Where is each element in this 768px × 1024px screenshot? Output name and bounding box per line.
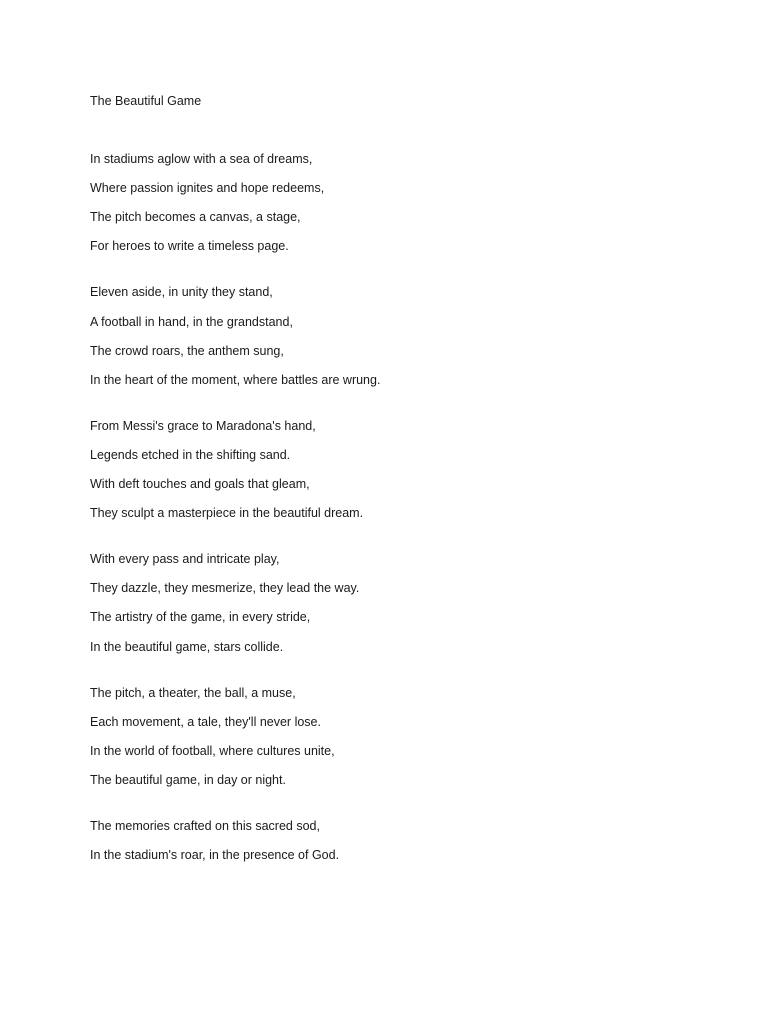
poem-line: The memories crafted on this sacred sod,: [90, 818, 320, 833]
poem-line: With every pass and intricate play,: [90, 552, 280, 567]
stanza-4: [90, 551, 730, 655]
stanza-5: [90, 685, 730, 789]
stanza-1: [90, 151, 730, 255]
poem-line: In the heart of the moment, where battles are wrung.: [90, 372, 381, 387]
poem-line: A football in hand, in the grandstand,: [90, 314, 293, 329]
poem-line: In the stadium's roar, in the presence of God.: [90, 848, 340, 863]
poem-line: Each movement, a tale, they'll never lose.: [90, 714, 321, 729]
stanza-6: [90, 818, 730, 864]
poem-line: In the beautiful game, stars collide.: [90, 639, 284, 654]
poem-line: From Messi's grace to Maradona's hand,: [90, 418, 316, 433]
poem-line: The beautiful game, in day or night.: [90, 772, 286, 787]
poem-line: With deft touches and goals that gleam,: [90, 477, 310, 492]
poem-line: The pitch becomes a canvas, a stage,: [90, 210, 301, 225]
poem-line: In the world of football, where cultures unite,: [90, 743, 335, 758]
poem-line: The crowd roars, the anthem sung,: [90, 343, 284, 358]
poem-line: For heroes to write a timeless page.: [90, 239, 289, 254]
poem-line: Eleven aside, in unity they stand,: [90, 285, 273, 300]
poem-line: They sculpt a masterpiece in the beautiful dream.: [90, 506, 364, 521]
document-page: [90, 93, 730, 893]
poem-line: The artistry of the game, in every stride,: [90, 610, 311, 625]
stanza-2: [90, 284, 730, 388]
poem-line: Where passion ignites and hope redeems,: [90, 181, 325, 196]
poem-line: In stadiums aglow with a sea of dreams,: [90, 152, 313, 167]
poem-line: They dazzle, they mesmerize, they lead the way.: [90, 581, 360, 596]
stanza-3: [90, 418, 730, 522]
poem-line: The pitch, a theater, the ball, a muse,: [90, 685, 296, 700]
poem-line: Legends etched in the shifting sand.: [90, 447, 291, 462]
poem-title: The Beautiful Game: [90, 94, 202, 108]
